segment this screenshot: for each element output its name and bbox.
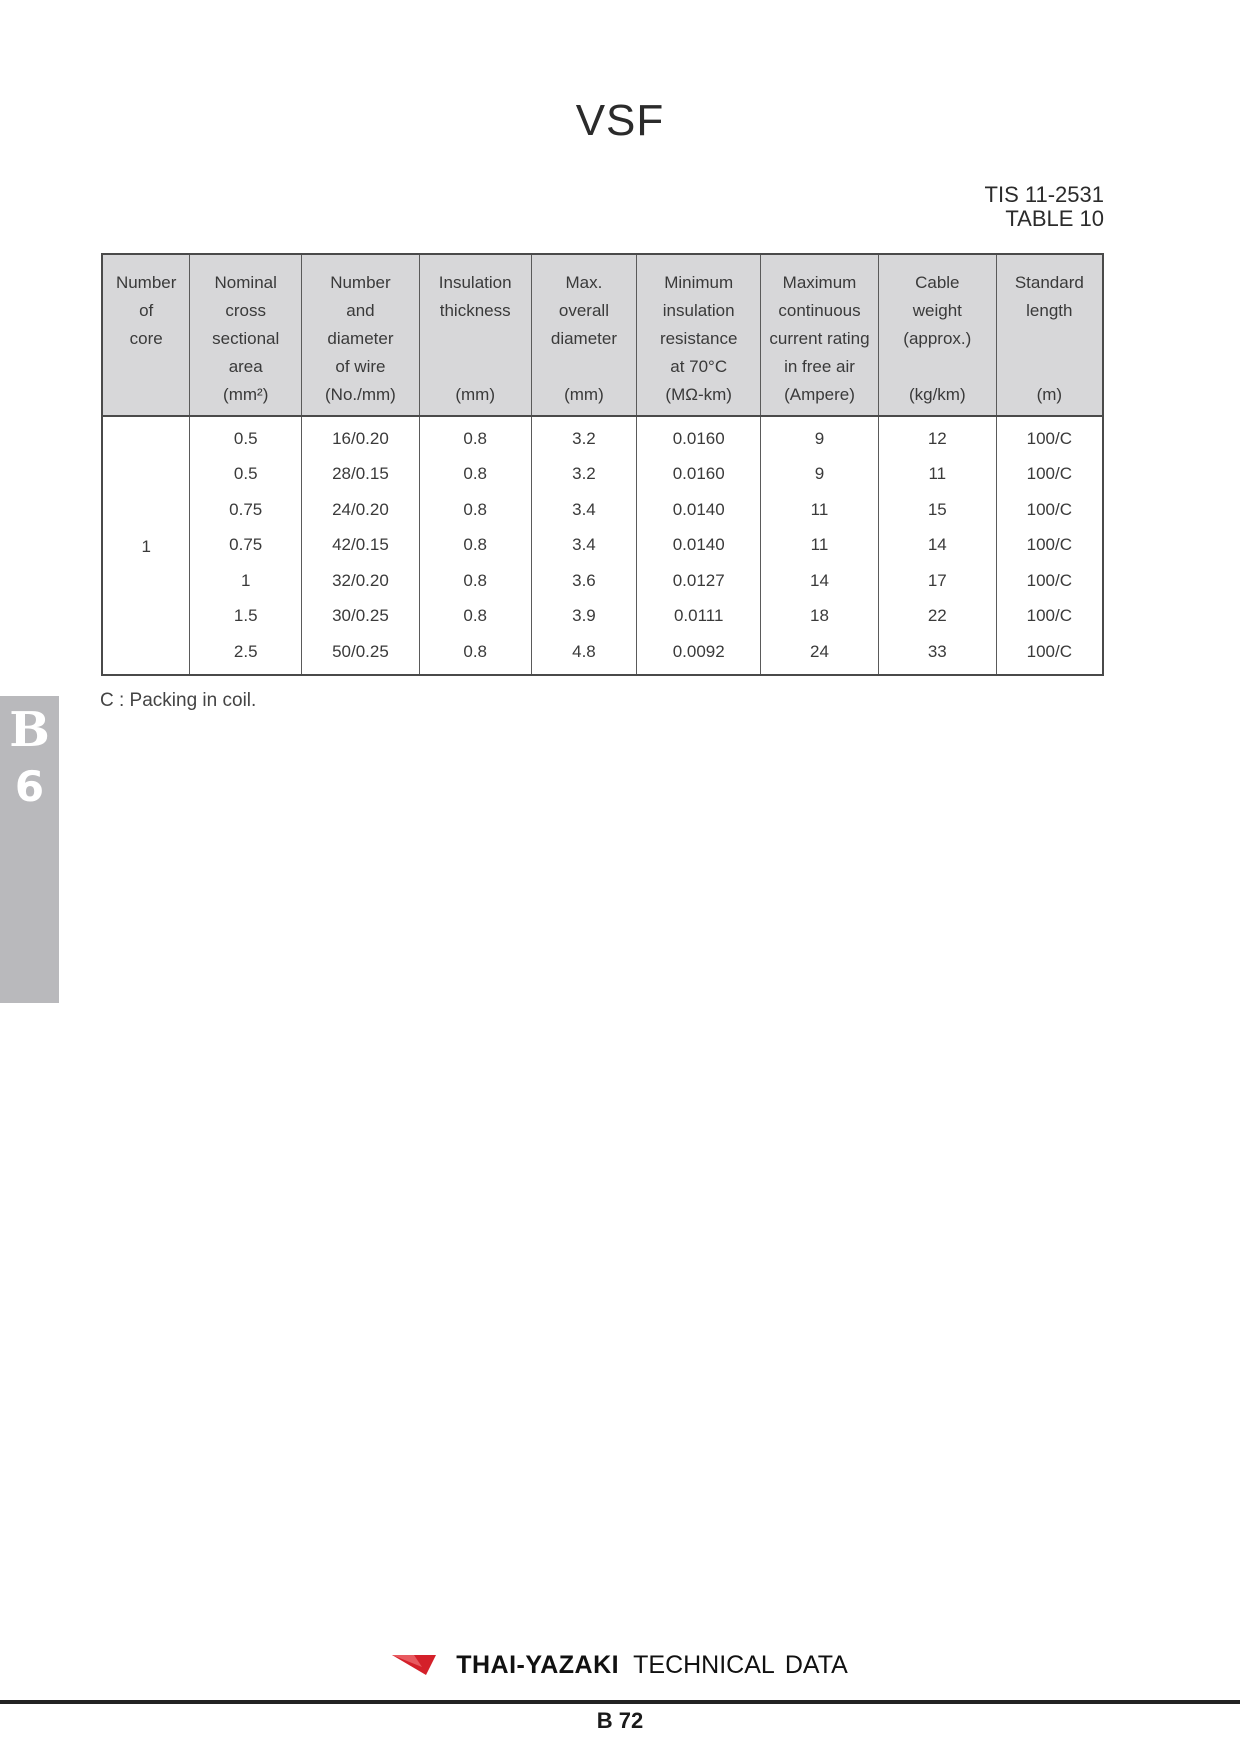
table-cell: 9 bbox=[761, 457, 879, 493]
table-row bbox=[102, 457, 1103, 493]
table-cell: 0.0127 bbox=[637, 563, 761, 599]
table-cell: 0.8 bbox=[419, 492, 531, 528]
header-cable-weight: Cable weight (approx.) (kg/km) bbox=[878, 254, 996, 416]
footer bbox=[0, 1648, 1240, 1682]
table-cell: 0.8 bbox=[419, 599, 531, 635]
table-cell: 100/C bbox=[996, 599, 1103, 635]
header-wire-diameter: Number and diameter of wire (No./mm) bbox=[302, 254, 420, 416]
table-cell: 0.8 bbox=[419, 563, 531, 599]
table-row bbox=[102, 634, 1103, 675]
table-cell: 0.0092 bbox=[637, 634, 761, 675]
table-cell: 0.0160 bbox=[637, 416, 761, 457]
table-cell: 3.4 bbox=[531, 528, 637, 564]
table-cell: 100/C bbox=[996, 416, 1103, 457]
table-cell: 100/C bbox=[996, 492, 1103, 528]
table-cell: 22 bbox=[878, 599, 996, 635]
cable-spec-table bbox=[101, 253, 1104, 676]
table-cell: 11 bbox=[761, 492, 879, 528]
table-cell: 24/0.20 bbox=[302, 492, 420, 528]
footer-label: TECHNICAL DATA bbox=[633, 1650, 848, 1679]
table-row bbox=[102, 416, 1103, 457]
table-cell: 32/0.20 bbox=[302, 563, 420, 599]
table-cell: 0.8 bbox=[419, 528, 531, 564]
table-cell: 2.5 bbox=[190, 634, 302, 675]
section-tab bbox=[0, 696, 59, 1003]
table-cell: 14 bbox=[761, 563, 879, 599]
header-current-rating: Maximum continuous current rating in free air (Ampere) bbox=[761, 254, 879, 416]
table-cell: 16/0.20 bbox=[302, 416, 420, 457]
section-tab-number: 6 bbox=[14, 762, 45, 811]
table-cell: 0.75 bbox=[190, 492, 302, 528]
table-row bbox=[102, 492, 1103, 528]
table-cell: 14 bbox=[878, 528, 996, 564]
packing-note: C : Packing in coil. bbox=[100, 690, 257, 711]
page-number: B 72 bbox=[596, 1708, 644, 1733]
table-cell: 11 bbox=[878, 457, 996, 493]
table-cell: 4.8 bbox=[531, 634, 637, 675]
table-cell: 3.6 bbox=[531, 563, 637, 599]
table-cell: 17 bbox=[878, 563, 996, 599]
table-cell: 42/0.15 bbox=[302, 528, 420, 564]
footer-divider bbox=[0, 1700, 1240, 1704]
section-tab-letter: B bbox=[9, 702, 50, 758]
header-insulation-resistance: Minimum insulation resistance at 70°C (MΩ-km) bbox=[637, 254, 761, 416]
table-cell: 0.5 bbox=[190, 416, 302, 457]
brand-logo-icon bbox=[392, 1653, 436, 1677]
table-cell: 11 bbox=[761, 528, 879, 564]
table-cell: 24 bbox=[761, 634, 879, 675]
brand-name: THAI-YAZAKI bbox=[456, 1650, 620, 1679]
table-cell: 100/C bbox=[996, 528, 1103, 564]
table-cell: 3.4 bbox=[531, 492, 637, 528]
table-cell: 0.0111 bbox=[637, 599, 761, 635]
table-header-row bbox=[102, 254, 1103, 416]
table-cell: 30/0.25 bbox=[302, 599, 420, 635]
table-cell: 0.8 bbox=[419, 416, 531, 457]
table-cell: 100/C bbox=[996, 457, 1103, 493]
table-cell: 0.0160 bbox=[637, 457, 761, 493]
table-cell: 100/C bbox=[996, 634, 1103, 675]
table-cell: 3.2 bbox=[531, 416, 637, 457]
table-cell: 28/0.15 bbox=[302, 457, 420, 493]
header-overall-diameter: Max. overall diameter (mm) bbox=[531, 254, 637, 416]
header-cross-sectional-area: Nominal cross sectional area (mm²) bbox=[190, 254, 302, 416]
header-number-of-core: Number of core bbox=[102, 254, 190, 416]
table-cell: 15 bbox=[878, 492, 996, 528]
table-row bbox=[102, 528, 1103, 564]
table-number: TABLE 10 bbox=[1005, 206, 1104, 231]
standard-reference bbox=[985, 183, 1104, 231]
table-cell: 0.0140 bbox=[637, 492, 761, 528]
table-cell: 0.8 bbox=[419, 457, 531, 493]
table-cell: 0.8 bbox=[419, 634, 531, 675]
table-cell: 50/0.25 bbox=[302, 634, 420, 675]
header-standard-length: Standard length (m) bbox=[996, 254, 1103, 416]
table-cell: 18 bbox=[761, 599, 879, 635]
header-insulation-thickness: Insulation thickness (mm) bbox=[419, 254, 531, 416]
page-title: VSF bbox=[575, 96, 665, 145]
table-cell: 100/C bbox=[996, 563, 1103, 599]
table-cell: 3.2 bbox=[531, 457, 637, 493]
table-row bbox=[102, 563, 1103, 599]
table-cell: 12 bbox=[878, 416, 996, 457]
table-cell: 9 bbox=[761, 416, 879, 457]
table-cell: 1 bbox=[190, 563, 302, 599]
table-cell: 3.9 bbox=[531, 599, 637, 635]
table-cell: 0.75 bbox=[190, 528, 302, 564]
table-cell: 33 bbox=[878, 634, 996, 675]
table-cell: 1.5 bbox=[190, 599, 302, 635]
core-count-cell: 1 bbox=[102, 416, 190, 675]
standard-number: TIS 11-2531 bbox=[984, 182, 1104, 207]
table-cell: 0.5 bbox=[190, 457, 302, 493]
table-cell: 0.0140 bbox=[637, 528, 761, 564]
table-row bbox=[102, 599, 1103, 635]
